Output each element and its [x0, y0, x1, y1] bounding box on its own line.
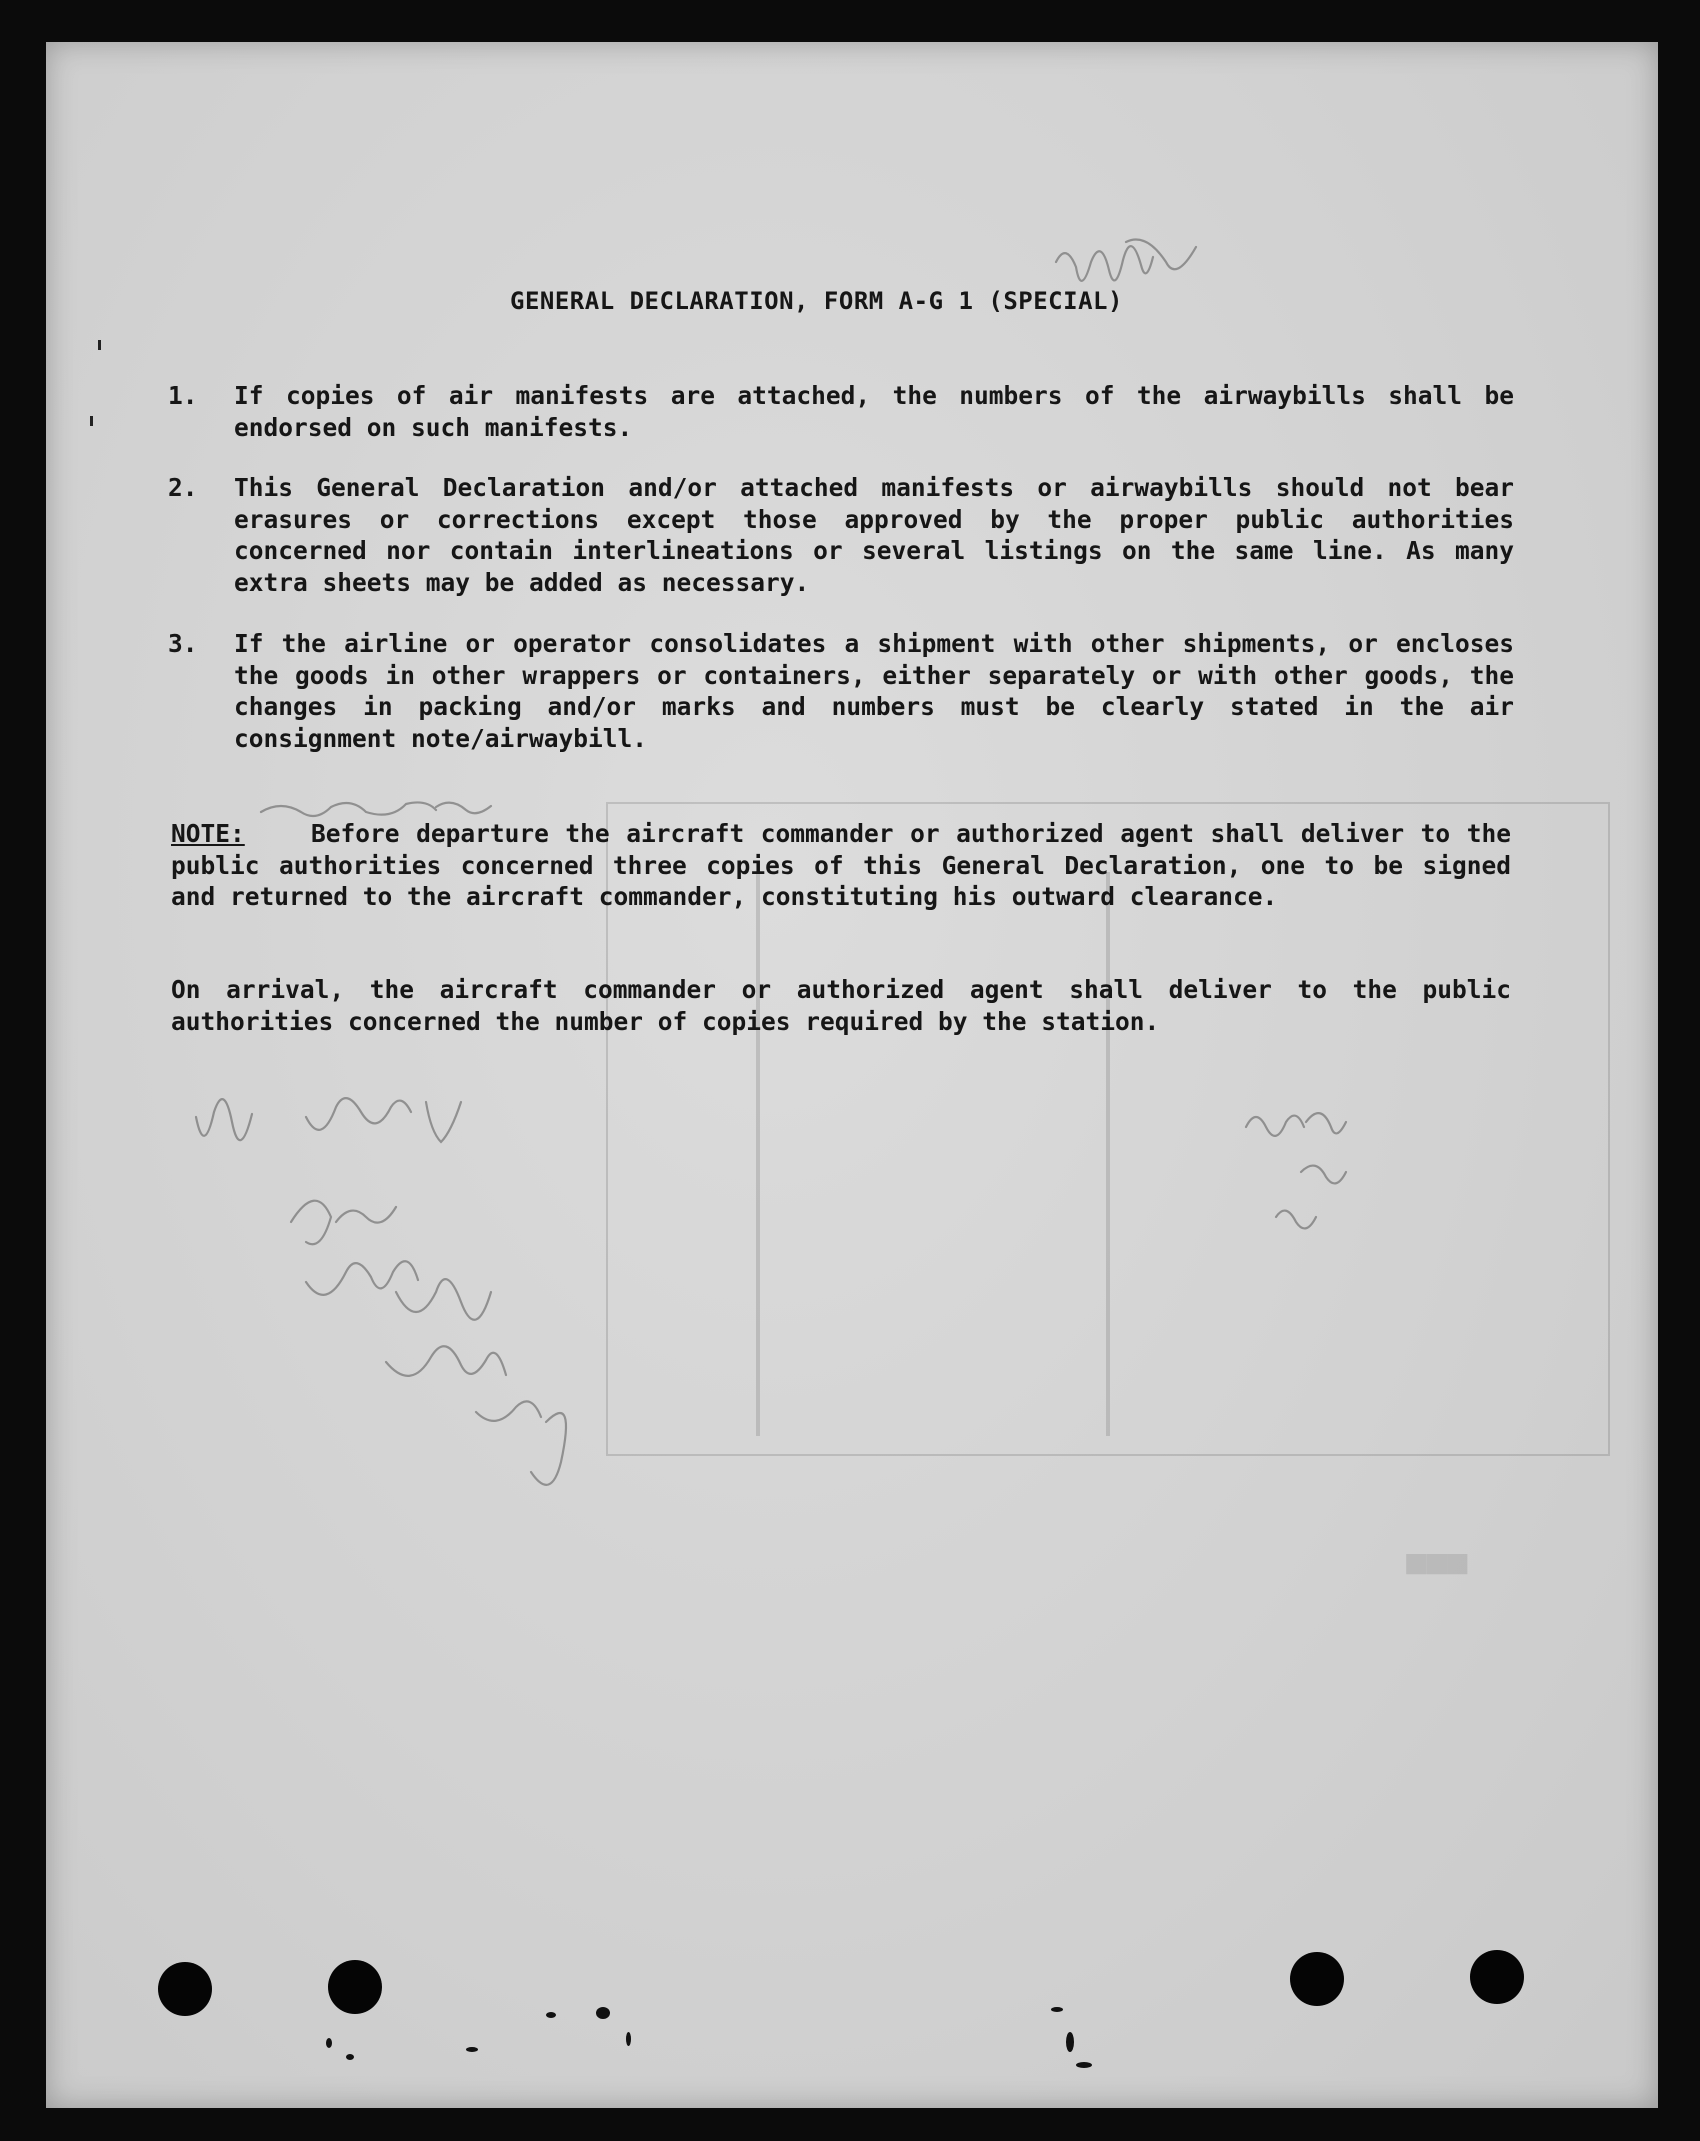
pencil-markings: [46, 42, 1658, 2108]
arrival-paragraph: On arrival, the aircraft commander or authorized agent shall deliver to the public authorities concerned the number of copies required by the station.: [171, 975, 1511, 1036]
item-number: 3.: [168, 629, 198, 658]
form-title: GENERAL DECLARATION, FORM A-G 1 (SPECIAL): [510, 287, 1123, 315]
edge-speck: [98, 340, 101, 350]
instruction-item-3: [168, 628, 1513, 758]
item-number: 2.: [168, 473, 198, 502]
speck: [326, 2038, 332, 2048]
instruction-item-2: [168, 472, 1513, 602]
bleed-through-mark: ■■■: [1406, 1542, 1468, 1582]
punch-hole: [1470, 1950, 1524, 2004]
punch-hole: [328, 1960, 382, 2014]
item-text: If the airline or operator consolidates a shipment with other shipments, or encloses the goods in other wrappers or containers, either separately or with other goods, the changes in packing and/or marks and numbers must be clearly stated in the air consignment note/airwaybill.: [234, 629, 1514, 753]
paper-sheet: [46, 42, 1658, 2108]
speck: [1051, 2007, 1063, 2012]
item-number: 1.: [168, 381, 198, 410]
punch-hole: [158, 1962, 212, 2016]
instruction-item-1: [168, 380, 1513, 450]
speck: [1076, 2062, 1092, 2068]
speck: [626, 2032, 631, 2046]
note-label: NOTE:: [171, 819, 245, 848]
item-text: If copies of air manifests are attached, the numbers of the airwaybills shall be endorsed on such manifests.: [234, 381, 1514, 442]
edge-speck: [90, 416, 93, 426]
speck: [1066, 2032, 1074, 2052]
note-text: Before departure the aircraft commander or authorized agent shall deliver to the public authorities concerned three copies of this General Declaration, one to be signed and returned to the aircraft commander, constituting his outward clearance.: [171, 819, 1511, 911]
speck: [466, 2047, 478, 2052]
speck: [546, 2012, 556, 2018]
item-text: This General Declaration and/or attached manifests or airwaybills should not bear erasures or corrections except those approved by the proper public authorities concerned nor contain interlineations or several listings on the same line. As many extra sheets may be added as necessary.: [234, 473, 1514, 597]
note-paragraph: [171, 818, 1511, 913]
speck: [596, 2007, 610, 2019]
punch-hole: [1290, 1952, 1344, 2006]
speck: [346, 2054, 354, 2060]
